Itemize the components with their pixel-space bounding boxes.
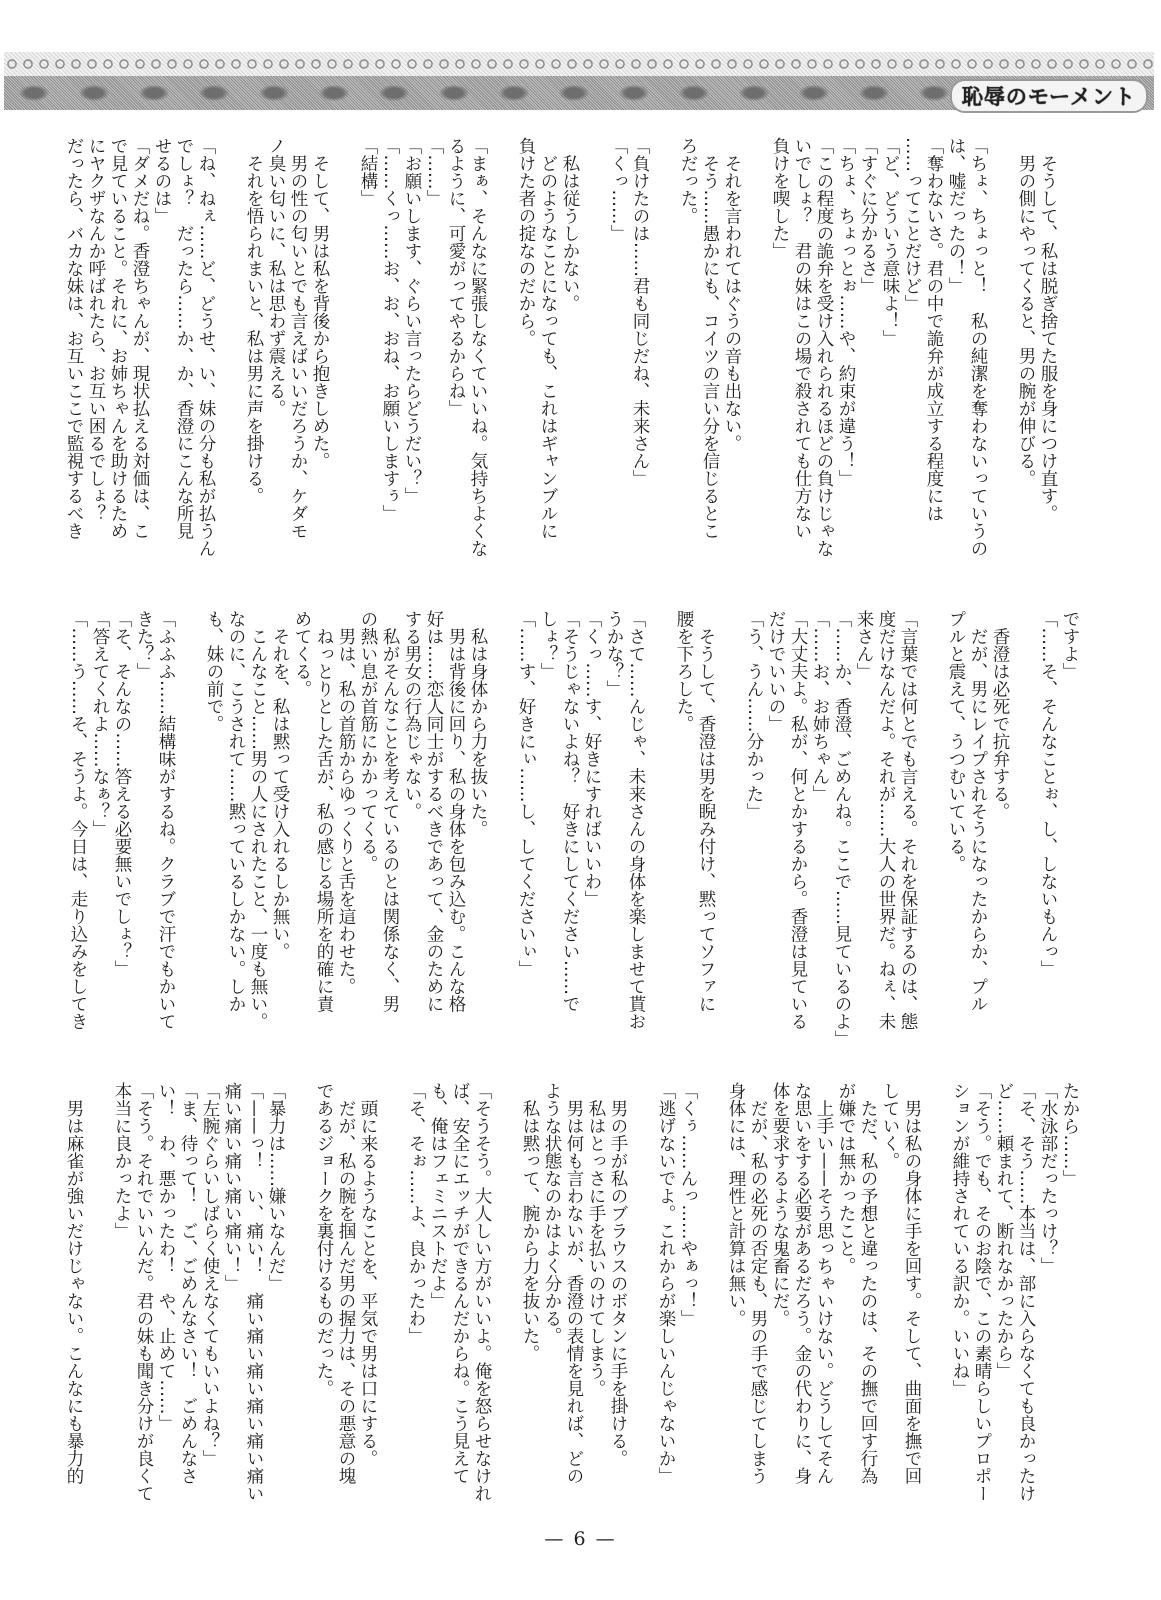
chapter-header-banner xyxy=(4,52,1154,110)
paragraph xyxy=(67,610,177,1055)
text-column-line: だが、私の必死の否定も、男の手で感じてしまう xyxy=(748,1082,768,1485)
text-column-line: それを、私は黙って受け入れるしか無い。 xyxy=(270,610,290,960)
text-column-line: 「さて……んじゃ、未来さんの身体を楽しませて貰お xyxy=(626,610,646,1030)
paragraph xyxy=(607,137,651,582)
text-column-line: 負けた者の掟なのだから。 xyxy=(516,137,536,347)
text-column-line: する男女の行為じゃない。 xyxy=(402,610,422,820)
text-column-line: 私は従うしかない。 xyxy=(560,137,580,312)
text-column-line: な思いをする必要があるだろう。金の代わりに、身 xyxy=(792,1082,812,1485)
text-column-line: ば、安全にエッチができるんだからね。こう見えて xyxy=(450,1082,470,1485)
text-column-line: なのに、こうされて……黙っているしかない。しか xyxy=(226,610,246,1013)
text-tier-middle xyxy=(67,610,1081,1055)
paragraph xyxy=(515,137,581,582)
text-column-line: 上手い——そう思っちゃいけない。どうしてそん xyxy=(814,1082,834,1485)
text-column-line: 「ま、待って！ ご、ごめんなさい！ ごめんなさ xyxy=(178,1082,198,1485)
text-column-line: も、俺はフェミニストだよ」 xyxy=(428,1082,448,1310)
text-column-line: ノ臭い匂いに、私は思わず震える。 xyxy=(266,137,286,417)
paragraph xyxy=(243,137,331,582)
text-column-line: 「水泳部だったっけ？」 xyxy=(1038,1082,1058,1275)
text-column-line: 「ちょ、ちょっと！ 私の純潔を奪わないっていうの xyxy=(968,137,988,557)
header-pattern-top xyxy=(4,52,1154,76)
text-column-line: 「——っ！ い、痛い！ 痛い痛い痛い痛い痛い痛い xyxy=(244,1082,264,1502)
text-column-line: 「まぁ、そんなに緊張しなくていいね。気持ちよくな xyxy=(468,137,488,557)
text-column-line: こんなこと……男の人にされたこと、一度も無い。 xyxy=(248,610,268,1030)
text-column-line: 「くぅ……んっ……やぁっ！」 xyxy=(678,1082,698,1327)
text-column-line: 「負けたのは……君も同じだね、未来さん」 xyxy=(630,137,650,487)
text-column-line: 「暴力は……嫌いなんだ」 xyxy=(266,1082,286,1292)
paragraph xyxy=(203,610,489,1055)
text-column-line: は、嘘だったの！」 xyxy=(946,137,966,295)
paragraph xyxy=(357,137,489,582)
text-tier-top xyxy=(63,137,1081,582)
text-column-line: 「……か、香澄、ごめんね。ここで……見ているのよ」 xyxy=(832,610,852,1048)
text-column-line: そう……愚かにも、コイツの言い分を信じるとこ xyxy=(700,137,720,540)
text-column-line: 「左腕ぐらいしばらく使えなくてもいいよね？」 xyxy=(200,1082,220,1467)
text-column-line: の熱い息が首筋にかかってくる。 xyxy=(358,610,378,873)
text-column-line: ど……頼まれて、断れなかったから」 xyxy=(994,1082,1014,1380)
paragraph xyxy=(725,1082,923,1527)
text-column-line: 男は、私の首筋からゆっくりと舌を這わせた。 xyxy=(336,610,356,995)
text-column-line: 「言葉では何とでも言える。それを保証するのは、態 xyxy=(898,610,918,1030)
paragraph xyxy=(313,1082,379,1527)
text-column-line: 男の手が私のブラウスのボタンに手を掛ける。 xyxy=(608,1082,628,1467)
text-column-line: 「ど、どういう意味よ！」 xyxy=(880,137,900,347)
text-column-line: 「すぐに分かるさ」 xyxy=(858,137,878,295)
paragraph xyxy=(515,610,647,1055)
text-column-line: だが、男にレイプされそうになったからか、プル xyxy=(968,610,988,1013)
paragraph xyxy=(1037,610,1081,1055)
page-number: — 6 — xyxy=(544,1528,617,1550)
text-column-line: 「……そ、そんなことぉ、し、しないもんっ」 xyxy=(1038,610,1058,978)
text-column-line: 「答えてくれよ……なぁ？」 xyxy=(90,610,110,838)
text-column-line: どのようなことになっても、これはギャンブルに xyxy=(538,137,558,540)
text-column-line: 痛い痛い痛い痛い痛い！」 xyxy=(222,1082,242,1292)
text-column-line: だったら、バカな妹は、お互いここで監視するべき xyxy=(64,137,84,540)
text-column-line: 「う、うん……分かった」 xyxy=(744,610,764,820)
text-column-line: ような状態なのかはよく分かる。 xyxy=(542,1082,562,1345)
text-column-line: 「そうじゃないよね？ 好きにしてください……で xyxy=(560,610,580,1013)
paragraph xyxy=(949,1082,1081,1527)
text-column-line: るように、可愛がってやるからね」 xyxy=(446,137,466,417)
paragraph xyxy=(63,1082,85,1527)
text-column-line: 「……」 xyxy=(424,137,444,207)
text-column-line: 「ちょ、ちょっとぉ……や、約束が違う！」 xyxy=(836,137,856,487)
text-column-line: 「くっ……」 xyxy=(608,137,628,242)
text-column-line: 「そうそう。大人しい方がいいよ。俺を怒らせなけれ xyxy=(472,1082,492,1502)
text-column-line: そうして、私は脱ぎ捨てた服を身につけ直す。 xyxy=(1038,137,1058,522)
text-column-line: 「奪わないさ。君の中で詭弁が成立する程度には xyxy=(924,137,944,522)
text-column-line: 私は身体から力を抜いた。 xyxy=(468,610,488,838)
text-column-line: 体を要求するような鬼畜にだ。 xyxy=(770,1082,790,1327)
text-column-line: 「……くっ……お、お、おね、お願いしますぅ」 xyxy=(380,137,400,522)
text-column-line: で見ていること。それに、お姉ちゃんを助けるため xyxy=(108,137,128,540)
paragraph xyxy=(769,137,989,582)
text-column-line: 「大丈夫よ。私が、何とかするから。香澄は見ている xyxy=(788,610,808,1030)
text-tier-bottom xyxy=(63,1082,1081,1527)
text-column-line: いでしょ？ 君の妹はこの場で殺されても仕方ない xyxy=(792,137,812,540)
text-column-line: 男は私の身体に手を回す。そして、曲面を撫で回 xyxy=(902,1082,922,1485)
paragraph xyxy=(677,137,743,582)
text-column-line: めてくる。 xyxy=(292,610,312,698)
text-column-line: い！ わ、悪かったわ！ や、止めて……」 xyxy=(156,1082,176,1432)
text-column-line: だけでいいの」 xyxy=(766,610,786,733)
text-column-line: 「……う……そ、そうよ。今日は、走り込みをしてき xyxy=(68,610,88,1030)
text-column-line: 「結構」 xyxy=(358,137,378,207)
text-column-line: 好は……恋人同士がするべきであって、金のために xyxy=(424,610,444,1013)
text-column-line: 私がそんなことを考えているのとは関係なく、男 xyxy=(380,610,400,1013)
paragraph xyxy=(743,610,919,1055)
text-column-line: 男は麻雀が強いだけじゃない。こんなにも暴力的 xyxy=(64,1082,84,1485)
text-column-line: 「そう。でも、そのお陰で、この素晴らしいプロポー xyxy=(972,1082,992,1502)
text-column-line: ションが維持されている訳か。いいね」 xyxy=(950,1082,970,1397)
text-column-line: プルと震えて、うつむいている。 xyxy=(946,610,966,873)
text-column-line: ねっとりとした舌が、私の感じる場所を的確に責 xyxy=(314,610,334,1013)
text-column-line: 男は何も言わないが、香澄の表情を見れば、どの xyxy=(564,1082,584,1485)
text-column-line: 「そ、そぉ……よ、良かったわ」 xyxy=(406,1082,426,1345)
text-column-line: であるジョークを裏付けるものだった。 xyxy=(314,1082,334,1397)
text-column-line: それを悟られまいと、私は男に声を掛ける。 xyxy=(244,137,264,505)
text-column-line: 「そ、そんなの……答える必要無いでしょ？」 xyxy=(112,610,132,978)
text-column-line: 度だけなんだよ。それが……大人の世界だ。ねぇ、未 xyxy=(876,610,896,1030)
text-column-line: 「くっ……す、好きにすればいいわ」 xyxy=(582,610,602,908)
text-column-line: 男の側にやってくると、男の腕が伸びる。 xyxy=(1016,137,1036,487)
paragraph xyxy=(1015,137,1059,582)
text-column-line: 本当に良かったよ」 xyxy=(112,1082,132,1240)
text-column-line: しょ？」 xyxy=(538,610,558,680)
text-column-line: 「そう。それでいいんだ。君の妹も聞き分けが良くて xyxy=(134,1082,154,1502)
text-column-line: 「……お、お姉ちゃん」 xyxy=(810,610,830,803)
text-column-line: うかな？」 xyxy=(604,610,624,698)
text-column-line: ……ってことだけど」 xyxy=(902,137,922,312)
text-column-line: 「ふふふ……結構味がするね。クラブで汗でもかいて xyxy=(156,610,176,1030)
text-column-line: そうして、香澄は男を睨み付け、黙ってソファに xyxy=(696,610,716,1013)
text-column-line: 身体には、理性と計算は無い。 xyxy=(726,1082,746,1327)
text-column-line: 「そ、そう……本当は、部に入らなくても良かったけ xyxy=(1016,1082,1036,1502)
text-column-line: 負けを喫した」 xyxy=(770,137,790,260)
text-column-line: 来さん」 xyxy=(854,610,874,680)
text-column-line: せるのは」 xyxy=(152,137,172,225)
chapter-title: 恥辱のモーメント xyxy=(961,85,1136,109)
text-column-line: していく。 xyxy=(880,1082,900,1170)
text-column-line: 私はとっさに手を払いのけてしまう。 xyxy=(586,1082,606,1397)
text-column-line: が嫌では無かったこと。 xyxy=(836,1082,856,1275)
paragraph xyxy=(405,1082,493,1527)
text-column-line: 腰を下ろした。 xyxy=(674,610,694,733)
text-column-line: 「お願いします、ぐらい言ったらどうだい？」 xyxy=(402,137,422,505)
text-column-line: 香澄は必死で抗弁する。 xyxy=(990,610,1010,820)
text-column-line: でしょ？ だったら……か、か、香澄にこんな所見 xyxy=(174,137,194,540)
text-column-line: だが、私の腕を掴んだ男の握力は、その悪意の塊 xyxy=(336,1082,356,1485)
paragraph xyxy=(655,1082,699,1527)
text-column-line: ただ、私の予想と違ったのは、その撫で回す行為 xyxy=(858,1082,878,1485)
text-column-line: 「この程度の詭弁を受け入れられるほどの負けじゃな xyxy=(814,137,834,557)
text-column-line: 私は黙って、腕から力を抜いた。 xyxy=(520,1082,540,1362)
paragraph xyxy=(111,1082,287,1527)
text-column-line: 頭に来るようなことを、平気で男は口にする。 xyxy=(358,1082,378,1467)
text-column-line: そして、男は私を背後から抱きしめた。 xyxy=(310,137,330,470)
text-column-line: 「逃げないでよ。これからが楽しいんじゃないか」 xyxy=(656,1082,676,1485)
paragraph xyxy=(63,137,217,582)
chapter-title-badge xyxy=(950,79,1148,113)
text-column-line: にヤクザなんか呼ばれたら、お互い困るでしょ？ xyxy=(86,137,106,522)
text-column-line: ろだった。 xyxy=(678,137,698,225)
paragraph xyxy=(673,610,717,1055)
text-column-line: きた？」 xyxy=(134,610,154,680)
text-column-line: 「……す、好きにぃ……し、してくださいぃ」 xyxy=(516,610,536,978)
text-column-line: 「ね、ねぇ……ど、どうせ、い、妹の分も私が払うん xyxy=(196,137,216,557)
text-column-line: 男は背後に回り、私の身体を包み込む。こんな格 xyxy=(446,610,466,1013)
paragraph xyxy=(519,1082,629,1527)
text-column-line: ですよ」 xyxy=(1060,610,1080,680)
paragraph xyxy=(945,610,1011,1055)
text-column-line: たから……」 xyxy=(1060,1082,1080,1187)
text-column-line: 「ダメだね。香澄ちゃんが、現状払える対価は、こ xyxy=(130,137,150,540)
text-column-line: 男の性の匂いとでも言えばいいだろうか、ケダモ xyxy=(288,137,308,540)
text-column-line: それを言われてはぐうの音も出ない。 xyxy=(722,137,742,452)
text-column-line: も、妹の前で。 xyxy=(204,610,224,733)
